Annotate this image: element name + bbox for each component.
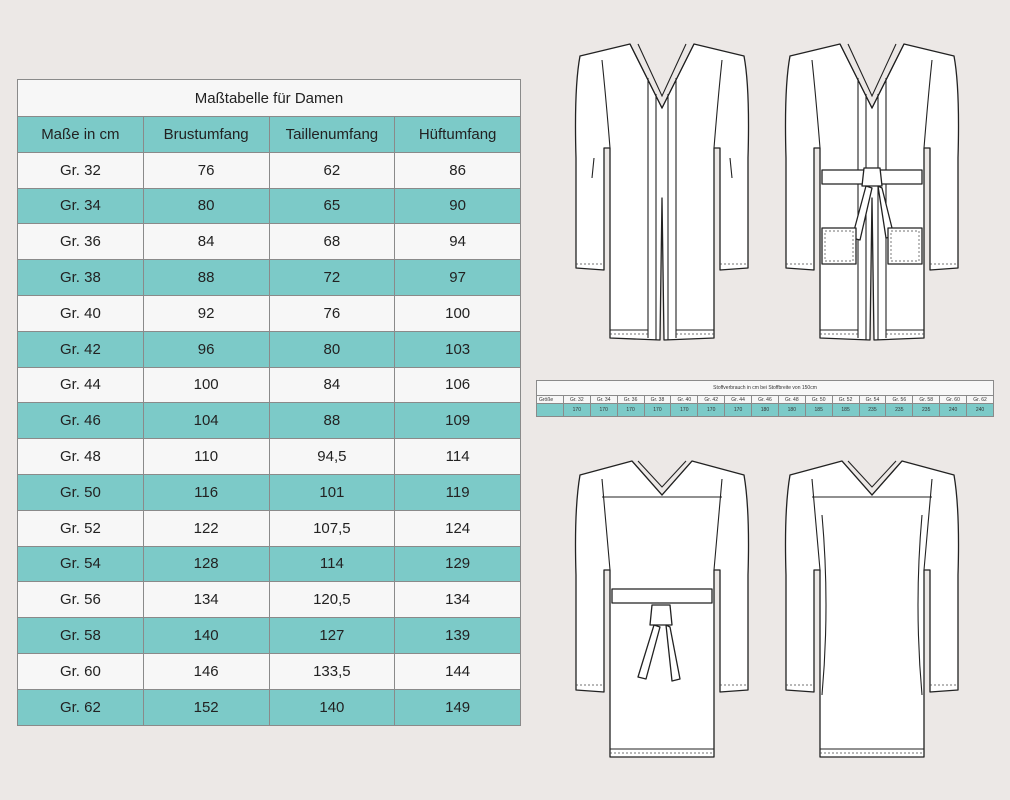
fabric-value-cell: 235 bbox=[859, 404, 886, 417]
size-label-cell: Gr. 54 bbox=[18, 546, 144, 582]
size-row bbox=[18, 618, 521, 654]
fabric-row-label: Größe bbox=[537, 396, 564, 404]
size-label-cell: Gr. 34 bbox=[18, 188, 144, 224]
fabric-size-cell: Gr. 32 bbox=[563, 396, 590, 404]
measure-cell: 133,5 bbox=[269, 653, 395, 689]
measure-cell: 90 bbox=[395, 188, 521, 224]
fabric-empty-cell bbox=[537, 404, 564, 417]
measure-cell: 120,5 bbox=[269, 582, 395, 618]
fabric-size-cell: Gr. 38 bbox=[644, 396, 671, 404]
header-cell: Brustumfang bbox=[143, 117, 269, 153]
measure-cell: 149 bbox=[395, 689, 521, 725]
fabric-size-cell: Gr. 34 bbox=[590, 396, 617, 404]
fabric-value-cell: 185 bbox=[805, 404, 832, 417]
fabric-table-values-row bbox=[537, 404, 994, 417]
fabric-value-cell: 170 bbox=[590, 404, 617, 417]
fabric-value-cell: 240 bbox=[967, 404, 994, 417]
measure-cell: 86 bbox=[395, 152, 521, 188]
measure-cell: 96 bbox=[143, 331, 269, 367]
fabric-size-cell: Gr. 62 bbox=[967, 396, 994, 404]
fabric-size-cell: Gr. 50 bbox=[805, 396, 832, 404]
size-row bbox=[18, 224, 521, 260]
size-label-cell: Gr. 52 bbox=[18, 510, 144, 546]
measure-cell: 114 bbox=[395, 439, 521, 475]
size-label-cell: Gr. 40 bbox=[18, 295, 144, 331]
size-row bbox=[18, 152, 521, 188]
size-label-cell: Gr. 42 bbox=[18, 331, 144, 367]
measure-cell: 134 bbox=[143, 582, 269, 618]
fabric-size-cell: Gr. 58 bbox=[913, 396, 940, 404]
fabric-value-cell: 180 bbox=[752, 404, 779, 417]
back-view-belt-drawing bbox=[572, 455, 752, 765]
measure-cell: 139 bbox=[395, 618, 521, 654]
fabric-value-cell: 240 bbox=[940, 404, 967, 417]
measure-cell: 72 bbox=[269, 260, 395, 296]
measure-cell: 110 bbox=[143, 439, 269, 475]
measure-cell: 76 bbox=[143, 152, 269, 188]
size-label-cell: Gr. 48 bbox=[18, 439, 144, 475]
size-label-cell: Gr. 50 bbox=[18, 474, 144, 510]
header-cell: Taillenumfang bbox=[269, 117, 395, 153]
measure-cell: 65 bbox=[269, 188, 395, 224]
measure-cell: 140 bbox=[269, 689, 395, 725]
measure-cell: 140 bbox=[143, 618, 269, 654]
measure-cell: 100 bbox=[395, 295, 521, 331]
size-row bbox=[18, 295, 521, 331]
measure-cell: 152 bbox=[143, 689, 269, 725]
size-row bbox=[18, 474, 521, 510]
size-label-cell: Gr. 44 bbox=[18, 367, 144, 403]
size-row bbox=[18, 260, 521, 296]
fabric-value-cell: 185 bbox=[832, 404, 859, 417]
measure-cell: 122 bbox=[143, 510, 269, 546]
measure-cell: 116 bbox=[143, 474, 269, 510]
size-label-cell: Gr. 36 bbox=[18, 224, 144, 260]
measure-cell: 62 bbox=[269, 152, 395, 188]
front-view-belt-pockets-drawing bbox=[782, 38, 962, 348]
size-label-cell: Gr. 56 bbox=[18, 582, 144, 618]
measure-cell: 101 bbox=[269, 474, 395, 510]
coat-back-plain-illustration bbox=[782, 455, 962, 765]
fabric-table-title: Stoffverbrauch in cm bei Stoffbreite von 150cm bbox=[537, 381, 994, 396]
fabric-size-cell: Gr. 46 bbox=[752, 396, 779, 404]
size-label-cell: Gr. 60 bbox=[18, 653, 144, 689]
size-row bbox=[18, 653, 521, 689]
fabric-value-cell: 170 bbox=[617, 404, 644, 417]
fabric-value-cell: 180 bbox=[778, 404, 805, 417]
measure-cell: 84 bbox=[143, 224, 269, 260]
measure-cell: 144 bbox=[395, 653, 521, 689]
measure-cell: 104 bbox=[143, 403, 269, 439]
measure-cell: 97 bbox=[395, 260, 521, 296]
fabric-size-cell: Gr. 52 bbox=[832, 396, 859, 404]
measure-cell: 106 bbox=[395, 367, 521, 403]
size-table-title: Maßtabelle für Damen bbox=[18, 80, 521, 117]
size-table-body bbox=[18, 152, 521, 725]
back-view-plain-drawing bbox=[782, 455, 962, 765]
fabric-size-cell: Gr. 60 bbox=[940, 396, 967, 404]
fabric-size-cell: Gr. 56 bbox=[886, 396, 913, 404]
size-row bbox=[18, 582, 521, 618]
fabric-size-cell: Gr. 54 bbox=[859, 396, 886, 404]
size-row bbox=[18, 510, 521, 546]
measure-cell: 103 bbox=[395, 331, 521, 367]
size-row bbox=[18, 367, 521, 403]
header-cell: Hüftumfang bbox=[395, 117, 521, 153]
measure-cell: 107,5 bbox=[269, 510, 395, 546]
header-cell: Maße in cm bbox=[18, 117, 144, 153]
fabric-value-cell: 170 bbox=[563, 404, 590, 417]
measure-cell: 109 bbox=[395, 403, 521, 439]
measure-cell: 76 bbox=[269, 295, 395, 331]
measure-cell: 119 bbox=[395, 474, 521, 510]
measure-cell: 129 bbox=[395, 546, 521, 582]
measure-cell: 127 bbox=[269, 618, 395, 654]
size-label-cell: Gr. 32 bbox=[18, 152, 144, 188]
fabric-size-cell: Gr. 40 bbox=[671, 396, 698, 404]
measure-cell: 88 bbox=[143, 260, 269, 296]
fabric-size-cell: Gr. 48 bbox=[778, 396, 805, 404]
front-view-open-drawing bbox=[572, 38, 752, 348]
size-label-cell: Gr. 58 bbox=[18, 618, 144, 654]
fabric-value-cell: 170 bbox=[644, 404, 671, 417]
fabric-value-cell: 170 bbox=[671, 404, 698, 417]
fabric-table bbox=[536, 380, 994, 417]
measure-cell: 146 bbox=[143, 653, 269, 689]
measure-cell: 80 bbox=[269, 331, 395, 367]
size-row bbox=[18, 403, 521, 439]
fabric-size-cell: Gr. 36 bbox=[617, 396, 644, 404]
size-row bbox=[18, 546, 521, 582]
size-label-cell: Gr. 62 bbox=[18, 689, 144, 725]
coat-back-belt-illustration bbox=[572, 455, 752, 765]
size-row bbox=[18, 188, 521, 224]
measure-cell: 128 bbox=[143, 546, 269, 582]
fabric-table-sizes-row bbox=[537, 396, 994, 404]
measure-cell: 92 bbox=[143, 295, 269, 331]
measure-cell: 100 bbox=[143, 367, 269, 403]
size-row bbox=[18, 689, 521, 725]
measure-cell: 88 bbox=[269, 403, 395, 439]
coat-front-belt-illustration bbox=[782, 38, 962, 348]
measure-cell: 94 bbox=[395, 224, 521, 260]
measure-cell: 134 bbox=[395, 582, 521, 618]
measure-cell: 124 bbox=[395, 510, 521, 546]
coat-front-open-illustration bbox=[572, 38, 752, 348]
size-label-cell: Gr. 38 bbox=[18, 260, 144, 296]
fabric-size-cell: Gr. 44 bbox=[725, 396, 752, 404]
fabric-value-cell: 235 bbox=[913, 404, 940, 417]
size-table bbox=[17, 79, 521, 726]
fabric-size-cell: Gr. 42 bbox=[698, 396, 725, 404]
measure-cell: 114 bbox=[269, 546, 395, 582]
measure-cell: 84 bbox=[269, 367, 395, 403]
measure-cell: 68 bbox=[269, 224, 395, 260]
measure-cell: 94,5 bbox=[269, 439, 395, 475]
size-row bbox=[18, 331, 521, 367]
fabric-value-cell: 170 bbox=[698, 404, 725, 417]
size-label-cell: Gr. 46 bbox=[18, 403, 144, 439]
measure-cell: 80 bbox=[143, 188, 269, 224]
size-row bbox=[18, 439, 521, 475]
fabric-value-cell: 235 bbox=[886, 404, 913, 417]
size-table-header-row bbox=[18, 117, 521, 153]
fabric-value-cell: 170 bbox=[725, 404, 752, 417]
